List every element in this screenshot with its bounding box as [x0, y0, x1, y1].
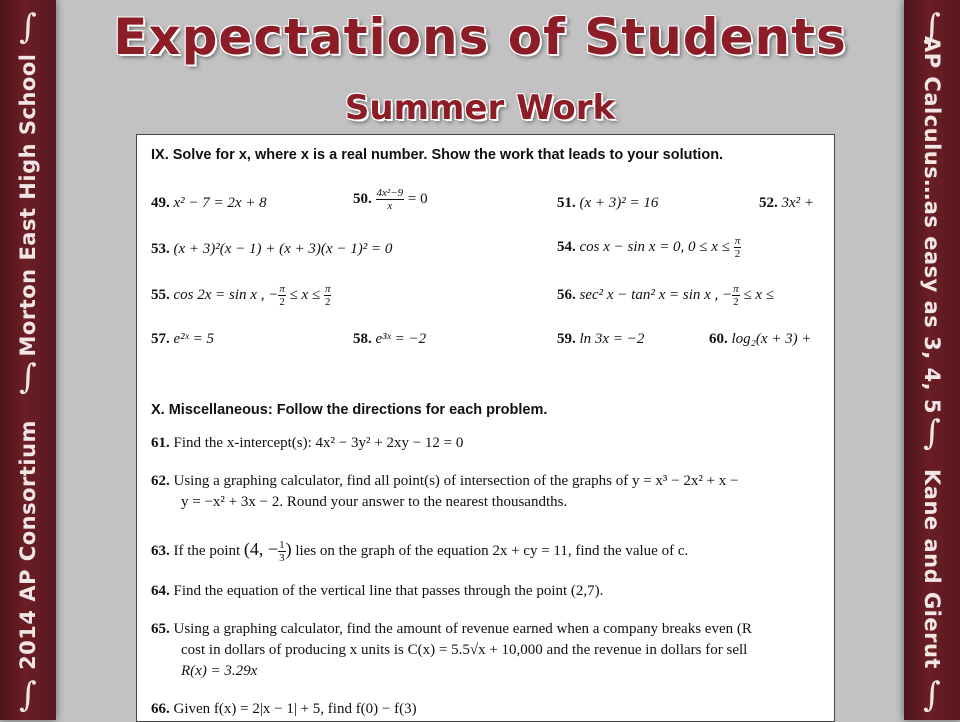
problem-text-continued: lies on the graph of the equation 2x + cy = 11, find the value of c. [295, 543, 689, 559]
denominator: 2 [734, 248, 741, 260]
fraction [376, 187, 405, 212]
problem-number: 59. [557, 331, 576, 347]
integral-symbol-icon: ∫ [19, 357, 37, 397]
problem-52 [759, 195, 814, 212]
problem-55 [151, 283, 331, 308]
equation: x² − 7 = 2x + 8 [173, 195, 267, 211]
page-title: Expectations of Students [113, 8, 847, 66]
integral-symbol-icon: ∫ [923, 7, 941, 47]
equation: cos 2x = sin x , − [173, 286, 279, 303]
problem-number: 58. [353, 331, 372, 347]
problem-number: 60. [709, 331, 728, 347]
fraction [324, 283, 332, 308]
problem-number: 53. [151, 241, 170, 257]
integral-symbol-icon: ∫ [19, 7, 37, 47]
problem-65-line-3: R(x) = 3.29x [181, 663, 258, 679]
denominator: 3 [279, 552, 285, 565]
problem-49 [151, 195, 267, 212]
equation: e²ˣ = 5 [173, 331, 215, 347]
consortium-name: 2014 AP Consortium [16, 420, 40, 670]
problem-56 [557, 283, 774, 308]
fraction [278, 283, 286, 308]
denominator: 2 [324, 296, 331, 308]
right-banner [904, 0, 960, 720]
problem-text: Find the equation of the vertical line that passes through the point (2,7). [173, 583, 604, 599]
denominator: 2 [733, 296, 739, 308]
left-banner [0, 0, 56, 720]
problem-number: 54. [557, 238, 576, 255]
equation: cos x − sin x = 0, 0 ≤ x ≤ [579, 238, 730, 255]
problem-65 [151, 621, 752, 638]
problem-61 [151, 435, 463, 452]
problem-number: 52. [759, 195, 778, 211]
problem-50 [353, 187, 428, 212]
problem-number: 65. [151, 621, 170, 637]
problem-number: 49. [151, 195, 170, 211]
numerator: π [279, 283, 285, 295]
problem-number: 63. [151, 543, 170, 559]
equation: = 0 [407, 190, 428, 207]
problem-64 [151, 583, 603, 600]
fraction [734, 235, 742, 260]
problem-number: 57. [151, 331, 170, 347]
problem-number: 55. [151, 286, 170, 303]
problem-text: If the point [173, 543, 241, 559]
integral-symbol-icon: ∫ [923, 413, 941, 453]
teacher-names: Kane and Gierut [920, 469, 944, 669]
problem-number: 51. [557, 195, 576, 211]
fraction [278, 539, 286, 564]
equation-middle: ≤ x ≤ [739, 286, 775, 303]
problem-60 [709, 331, 812, 348]
problem-58 [353, 331, 426, 348]
problem-number: 50. [353, 190, 372, 207]
numerator: 1 [279, 539, 285, 552]
section-heading-ix: IX. Solve for x, where x is a real number. Show the work that leads to your solution. [151, 147, 724, 163]
problem-number: 56. [557, 286, 576, 303]
integral-symbol-icon: ∫ [19, 675, 37, 715]
problem-53 [151, 241, 392, 258]
problem-number: 66. [151, 701, 170, 717]
school-name: Morton East High School [16, 53, 40, 357]
fraction [732, 283, 740, 308]
problem-number: 64. [151, 583, 170, 599]
problem-65-line-2: cost in dollars of producing x units is C(x) = 5.5√x + 10,000 and the revenue in dollars for sell [181, 642, 748, 658]
worksheet [136, 134, 835, 722]
denominator: x [387, 200, 393, 212]
equation-middle: ≤ x ≤ [285, 286, 321, 303]
equation: (x + 3)²(x − 1) + (x + 3)(x − 1)² = 0 [173, 241, 393, 257]
numerator: π [324, 283, 331, 295]
equation: 3x² + [781, 195, 815, 211]
denominator: 2 [279, 296, 285, 308]
equation: log₂(x + 3) + [731, 331, 812, 347]
problem-59 [557, 331, 644, 348]
problem-text: Using a graphing calculator, find the amount of revenue earned when a company breaks even (R [173, 621, 752, 637]
course-name: AP Calculus…as easy as 3, 4, 5 [920, 35, 944, 415]
section-heading-x: X. Miscellaneous: Follow the directions for each problem. [151, 402, 548, 418]
problem-number: 62. [151, 473, 170, 489]
problem-57 [151, 331, 214, 348]
point-close: ) [285, 539, 292, 559]
integral-symbol-icon: ∫ [923, 675, 941, 715]
problem-51 [557, 195, 658, 212]
equation: ln 3x = −2 [579, 331, 645, 347]
point: (4, − [243, 539, 279, 559]
page-subtitle: Summer Work [344, 88, 616, 128]
equation: (x + 3)² = 16 [579, 195, 659, 211]
equation: sec² x − tan² x = sin x , − [579, 286, 733, 303]
problem-66 [151, 701, 417, 718]
problem-63 [151, 539, 688, 564]
problem-text: Using a graphing calculator, find all point(s) of intersection of the graphs of y = x³ − 2x² + x − [173, 473, 739, 489]
problem-62 [151, 473, 739, 490]
numerator: 4x²−9 [376, 187, 404, 199]
problem-number: 61. [151, 435, 170, 451]
problem-text: Find the x-intercept(s): 4x² − 3y² + 2xy − 12 = 0 [173, 435, 464, 451]
numerator: π [734, 235, 741, 247]
problem-62-continued: y = −x² + 3x − 2. Round your answer to the nearest thousandths. [181, 494, 568, 510]
problem-text: Given f(x) = 2|x − 1| + 5, find f(0) − f(3) [173, 701, 417, 717]
equation: e³ˣ = −2 [375, 331, 427, 347]
problem-54 [557, 235, 741, 260]
numerator: π [733, 283, 739, 295]
